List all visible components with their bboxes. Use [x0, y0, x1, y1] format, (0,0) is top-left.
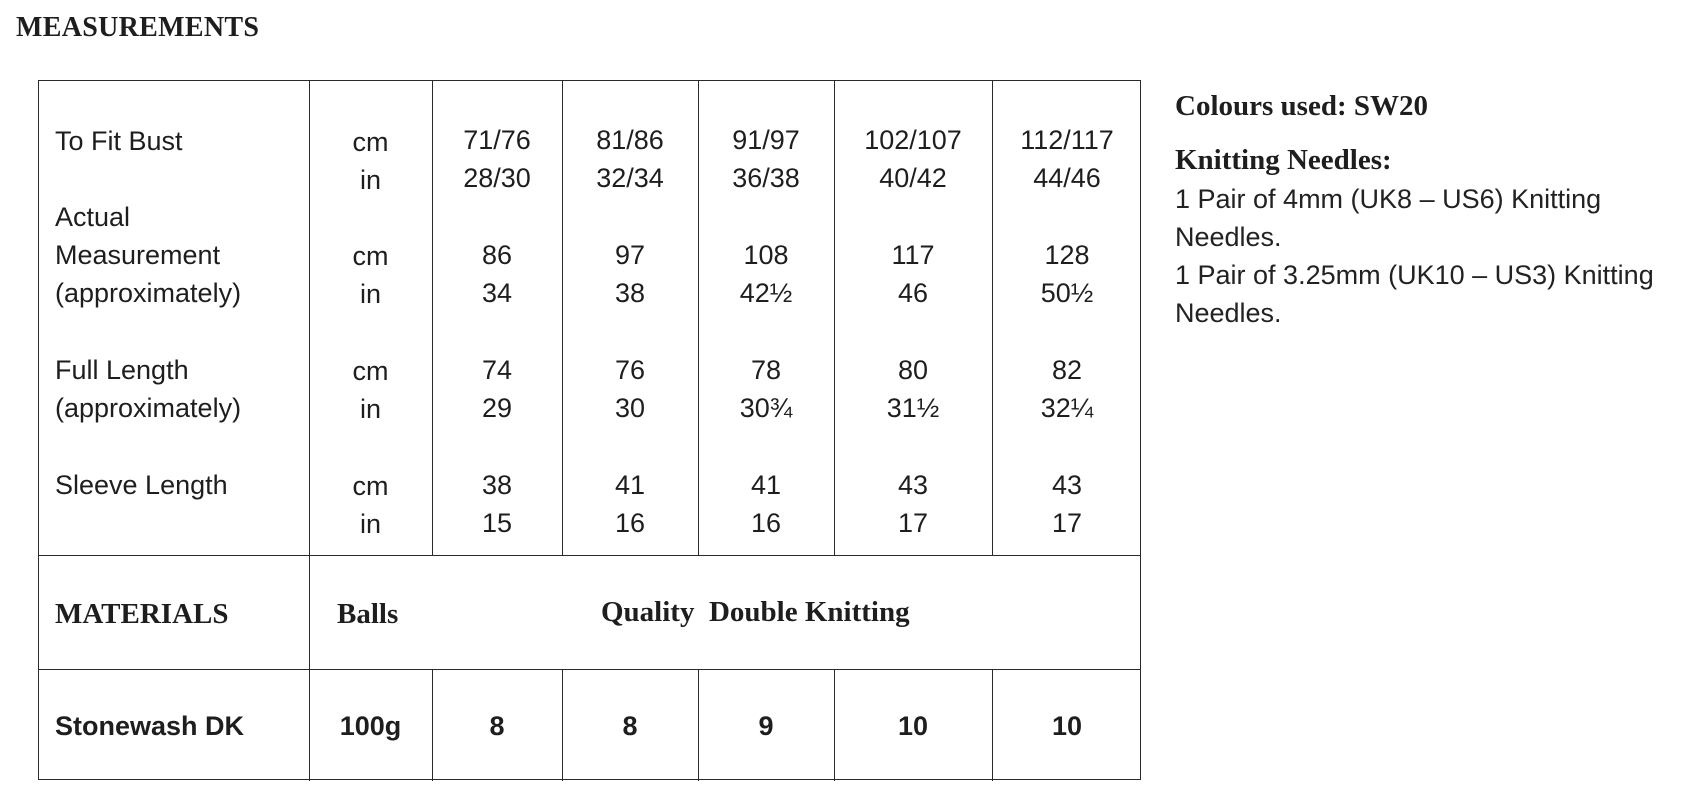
size-4-sleeve-in: 17	[897, 508, 929, 538]
unit-cm: cm	[352, 127, 389, 157]
size-1-balls: 8	[489, 711, 505, 741]
size-1-actual-cm: 86	[481, 240, 513, 270]
size-1-length-cm: 74	[481, 355, 513, 385]
size-3-actual-cm: 108	[743, 240, 789, 270]
size-5-length-in: 32¼	[1040, 393, 1094, 423]
size-1-actual-in: 34	[481, 278, 513, 308]
page-title: MEASUREMENTS	[16, 12, 260, 43]
size-1-bust-in: 28/30	[463, 163, 531, 193]
size-2-length-in: 30	[614, 393, 646, 423]
quality-label: Quality Double Knitting	[601, 596, 910, 628]
label-full-length: Full Length	[55, 355, 189, 385]
needles-title: Knitting Needles:	[1175, 144, 1392, 176]
row-divider	[39, 669, 1140, 670]
size-2-actual-cm: 97	[614, 240, 646, 270]
size-1-sleeve-cm: 38	[481, 470, 513, 500]
unit-in: in	[359, 165, 381, 195]
needle-1-line-2: Needles.	[1175, 222, 1282, 252]
size-4-balls: 10	[897, 711, 929, 741]
unit-cm: cm	[352, 356, 389, 386]
unit-cm: cm	[352, 241, 389, 271]
size-1-sleeve-in: 15	[481, 508, 513, 538]
unit-cm: cm	[352, 471, 389, 501]
colours-used: Colours used: SW20	[1175, 90, 1428, 122]
info-panel	[1175, 86, 1695, 332]
needle-2-line-2: Needles.	[1175, 298, 1282, 328]
size-5-bust-cm: 112/117	[1020, 125, 1114, 155]
size-5-length-cm: 82	[1051, 355, 1083, 385]
size-3-actual-in: 42½	[739, 278, 793, 308]
size-2-sleeve-in: 16	[614, 508, 646, 538]
unit-in: in	[359, 509, 381, 539]
size-5-bust-in: 44/46	[1033, 163, 1101, 193]
label-to-fit-bust: To Fit Bust	[55, 126, 183, 156]
size-4-actual-cm: 117	[891, 240, 935, 270]
size-2-balls: 8	[622, 711, 638, 741]
measurements-table	[38, 80, 1141, 780]
size-4-bust-cm: 102/107	[864, 125, 962, 155]
size-4-length-in: 31½	[886, 393, 940, 423]
size-3-bust-cm: 91/97	[732, 125, 800, 155]
size-5-sleeve-cm: 43	[1051, 470, 1083, 500]
size-3-length-in: 30¾	[739, 393, 793, 423]
size-5-actual-cm: 128	[1044, 240, 1090, 270]
size-4-sleeve-cm: 43	[897, 470, 929, 500]
size-4-length-cm: 80	[897, 355, 929, 385]
yarn-weight: 100g	[339, 711, 402, 741]
unit-in: in	[359, 394, 381, 424]
size-3-sleeve-in: 16	[750, 508, 782, 538]
size-3-length-cm: 78	[750, 355, 782, 385]
size-5-actual-in: 50½	[1040, 278, 1094, 308]
label-approx-1: (approximately)	[55, 278, 242, 308]
row-divider	[39, 555, 1140, 556]
label-approx-2: (approximately)	[55, 393, 242, 423]
size-3-sleeve-cm: 41	[750, 470, 782, 500]
label-measurement: Measurement	[55, 240, 221, 270]
size-5-sleeve-in: 17	[1051, 508, 1083, 538]
materials-label: MATERIALS	[55, 598, 229, 630]
size-2-sleeve-cm: 41	[614, 470, 646, 500]
unit-in: in	[359, 279, 381, 309]
size-2-length-cm: 76	[614, 355, 646, 385]
size-4-actual-in: 46	[897, 278, 929, 308]
size-3-bust-in: 36/38	[732, 163, 800, 193]
size-2-actual-in: 38	[614, 278, 646, 308]
size-1-length-in: 29	[481, 393, 513, 423]
yarn-name: Stonewash DK	[55, 711, 245, 741]
label-sleeve-length: Sleeve Length	[55, 470, 228, 500]
size-4-bust-in: 40/42	[879, 163, 947, 193]
balls-label: Balls	[337, 598, 399, 630]
size-5-balls: 10	[1051, 711, 1083, 741]
size-2-bust-cm: 81/86	[596, 125, 664, 155]
size-3-balls: 9	[758, 711, 774, 741]
needle-2-line-1: 1 Pair of 3.25mm (UK10 – US3) Knitting	[1175, 260, 1654, 290]
size-1-bust-cm: 71/76	[463, 125, 531, 155]
needle-1-line-1: 1 Pair of 4mm (UK8 – US6) Knitting	[1175, 184, 1602, 214]
size-2-bust-in: 32/34	[596, 163, 664, 193]
label-actual: Actual	[55, 202, 131, 232]
